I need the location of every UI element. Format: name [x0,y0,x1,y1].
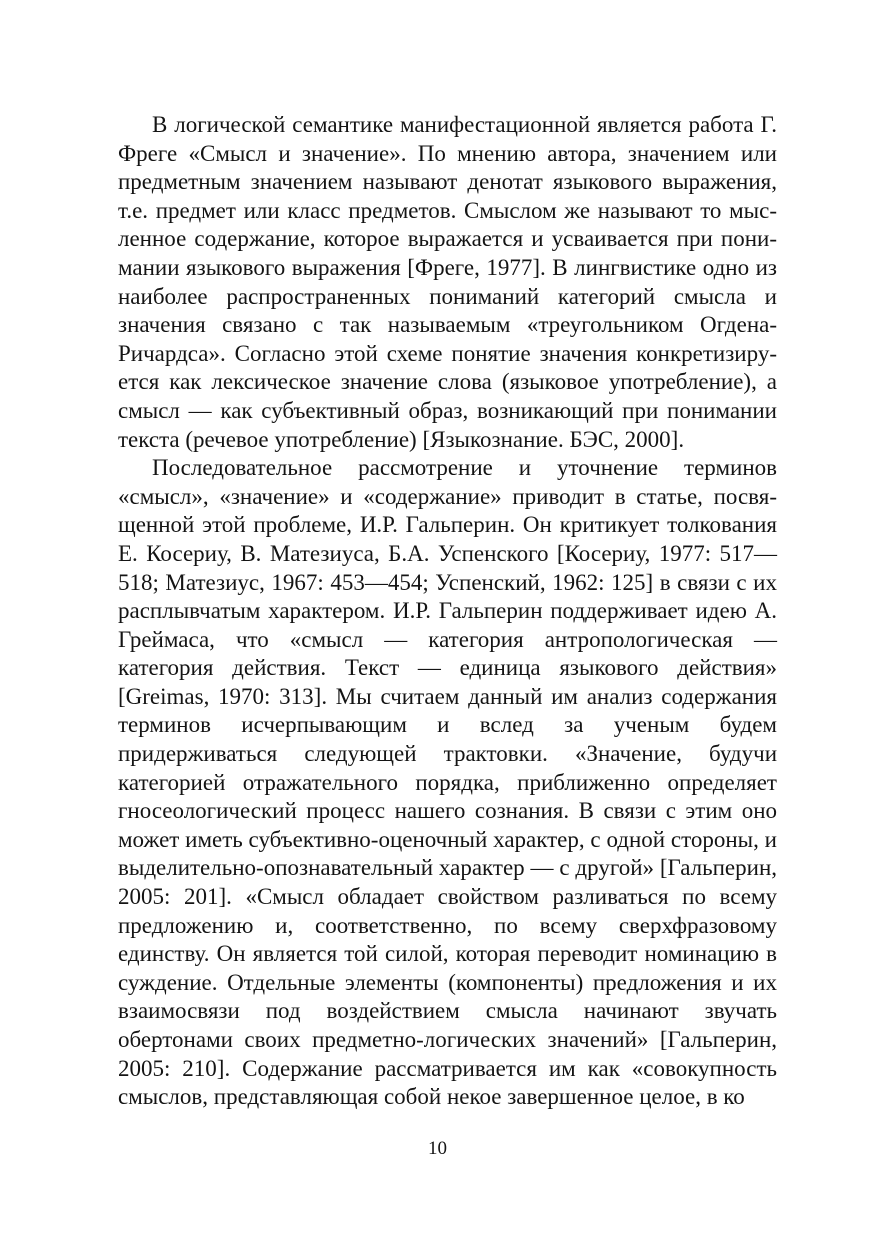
body-text [118,111,777,1112]
page-number: 10 [428,1138,447,1159]
paragraph-1: В логической семантике манифестационной является работа Г. Фреге «Смысл и значение». По мнению автора, значением или предметным значением называют денотат языкового выражения, т.е. предмет или класс предметов. Смыслом же называют то мысленное содержание, которое выражается и усваивается при понимании языкового выражения [Фреге, 1977]. В лингвистике одно из наиболее распространенных пониманий категорий смысла и значения связано с так называемым «треугольником Огдена-Ричардса». Согласно этой схеме понятие значения конкретизируется как лексическое значение слова (языковое употребление), а смысл — как субъективный образ, возникающий при понимании текста (речевое употребление) [Языкознание. БЭС, 2000]. [118,112,777,452]
paragraph-2: Последовательное рассмотрение и уточнение терминов «смысл», «значение» и «содержание» приводит в статье, посвященной этой проблеме, И.Р. Гальперин. Он критикует толкования Е. Косериу, В. Матезиуса, Б.А. Успенского [Косериу, 1977: 517—518; Матезиус, 1967: 453—454; Успенский, 1962: 125] в связи с их расплывчатым характером. И.Р. Гальперин поддерживает идею А. Греймаса, что «смысл — категория антропологическая — категория действия. Текст — единица языкового действия» [Greimas, 1970: 313]. Мы считаем данный им анализ содержания терминов исчерпывающим и вслед за ученым будем придерживаться следующей трактовки. «Значение, будучи категорией отражательного порядка, приближенно определяет гносеологический процесс нашего сознания. В связи с этим оно может иметь субъективно-оценочный характер, с одной стороны, и выделительно-опознавательный характер — с другой» [Гальперин, 2005: 201]. «Смысл обладает свойством разливаться по всему предложению и, соответственно, по всему сверхфразовому единству. Он является той силой, которая переводит номинацию в суждение. Отдельные элементы (компоненты) предложения и их взаимосвязи под воздействием смысла начинают звучать обертонами своих предметно-логических значений» [Гальперин, 2005: 210]. Содержание рассматривается им как «совокупность смыслов, представляющая собой некое завершенное целое, в ко [118,455,777,1110]
